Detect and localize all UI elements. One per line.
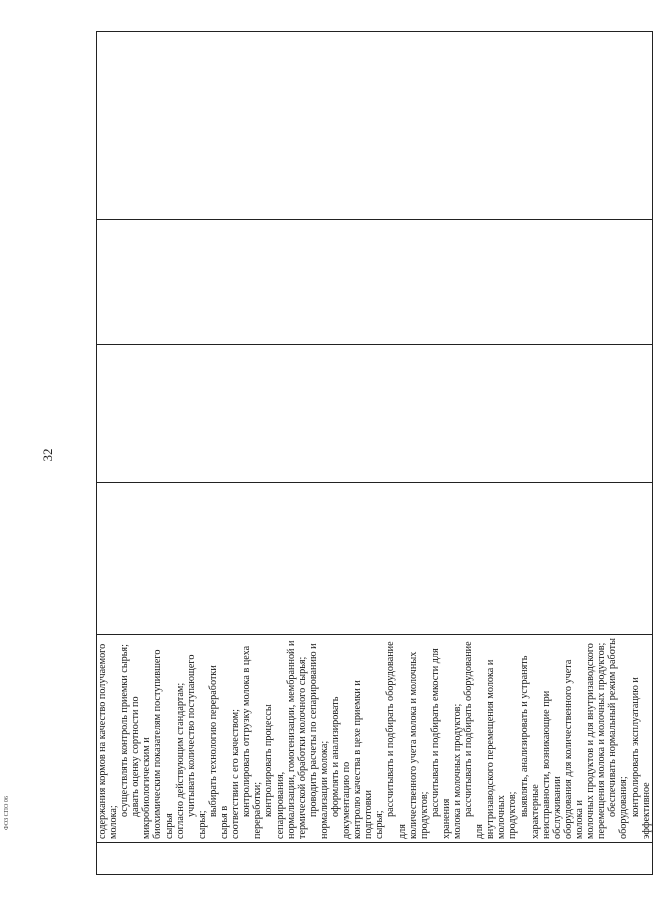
skills-line: учитывать количество поступающего сырья;: [185, 654, 208, 839]
skills-list: [97, 638, 652, 839]
skills-line: давать оценку сортности по микробиологическим и: [130, 696, 153, 839]
skills-line: молока и молочных продуктов;: [452, 703, 463, 839]
table-row: [97, 32, 653, 875]
rotated-table-wrapper: [96, 32, 652, 875]
skills-line: проводить расчеты по сепарированию и: [307, 643, 319, 817]
page-number: 32: [40, 448, 55, 462]
skills-line: контролю качества в цехе приемки и подготовки: [352, 680, 375, 839]
skills-line: молочных продуктов и для внутризаводского: [585, 643, 597, 839]
skills-line: термической обработки молочного сырья;: [296, 656, 308, 839]
skills-line: внутризаводского перемещения молока и молочных: [485, 659, 508, 839]
skills-line: контролировать эксплуатацию и эффективное: [629, 677, 652, 839]
skills-line: контролировать отгрузку молока в цеха переработки;: [241, 645, 264, 839]
skills-line: оборудования;: [618, 776, 630, 839]
skills-line: количественного учета молока и молочных: [407, 651, 419, 839]
skills-line: продуктов;: [418, 791, 430, 839]
skills-line: нормализации молока;: [318, 740, 330, 839]
skills-line: неисправности, возникающие при обслуживании: [540, 690, 563, 839]
skills-line: рассчитывать и подбирать емкости для хранения: [429, 648, 452, 839]
table-cell-empty-2: [97, 345, 653, 483]
footer-code: ФОЗ СПО 06: [4, 796, 10, 830]
skills-line: сырья;: [374, 810, 386, 839]
skills-line: соответствии с его качеством;: [230, 709, 242, 839]
skills-line: осуществлять контроль приемки сырья;: [119, 644, 131, 817]
skills-line: обеспечивать нормальный режим работы: [607, 638, 619, 817]
competency-table: [96, 31, 653, 875]
table-cell-index: [97, 843, 653, 875]
skills-line: рассчитывать и подбирать оборудование для: [463, 641, 486, 839]
table-cell-skills: [97, 635, 653, 843]
skills-line: оформлять и анализировать документацию по: [329, 696, 353, 839]
skills-line: выявлять, анализировать и устранять характерные: [518, 655, 541, 839]
skills-line: рассчитывать и подбирать оборудование для: [385, 641, 408, 839]
skills-line: согласно действующим стандартам;: [174, 682, 186, 839]
skills-line: содержания кормов на качество получаемого молока;: [97, 643, 120, 839]
table-cell-empty-4: [97, 32, 653, 220]
skills-line: оборудования для количественного учета молока и: [562, 659, 586, 839]
skills-line: биохимическим показателям поступившего сырья: [152, 649, 175, 839]
skills-line: выбирать технологию переработки сырья в: [207, 665, 231, 839]
skills-line: перемещения молока и молочных продуктов;: [596, 642, 608, 839]
skills-line: контролировать процессы сепарирования,: [263, 704, 286, 839]
skills-line: продуктов;: [507, 791, 519, 839]
table-cell-empty-1: [97, 483, 653, 635]
skills-line: нормализации, гомогенизации, мембранной и: [285, 640, 297, 839]
table-cell-empty-3: [97, 220, 653, 345]
